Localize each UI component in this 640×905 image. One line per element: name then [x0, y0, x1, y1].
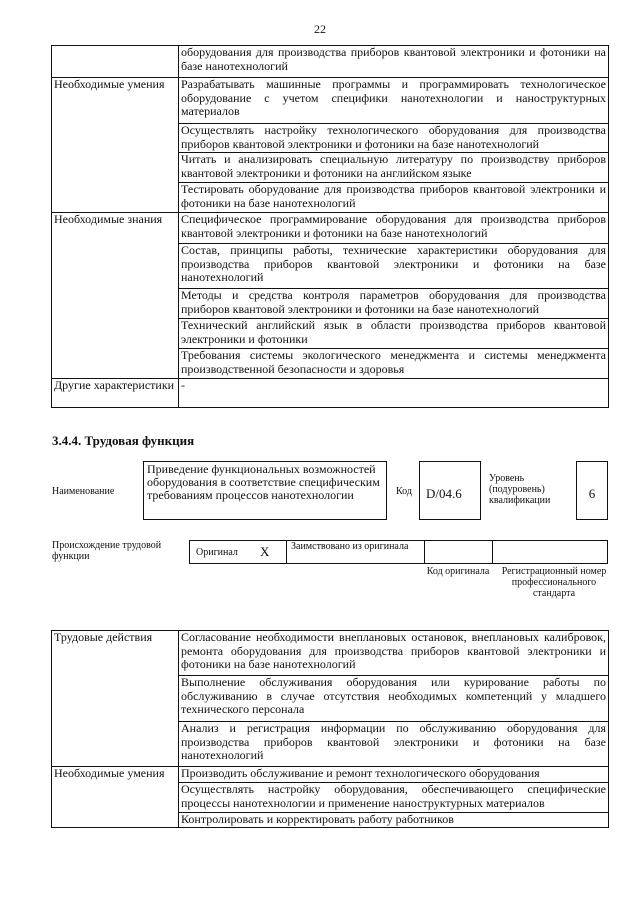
row-label: Трудовые действия [52, 631, 179, 767]
divider [492, 541, 493, 563]
labor-function-table [51, 630, 609, 828]
section-heading: 3.4.4. Трудовая функция [52, 433, 195, 448]
row-item: Осуществлять настройку оборудования, обеспечивающего специфические процессы нанотехнологии и применение наноструктурных материалов [179, 783, 609, 813]
row-item: Технический английский язык в области производства приборов квантовой электроники и фотоники [179, 319, 609, 349]
row-item: оборудования для производства приборов квантовой электроники и фотоники на базе нанотехнологий [179, 46, 609, 78]
page-number: 22 [314, 22, 326, 36]
row-label: Необходимые умения [52, 78, 179, 213]
origin-row [189, 540, 608, 564]
divider [286, 541, 287, 563]
level-label: Уровень (подуровень) квалификации [489, 473, 551, 506]
reg-number-caption: Регистрационный номер профессионального стандарта [501, 566, 607, 599]
row-item: Производить обслуживание и ремонт технологического оборудования [179, 767, 609, 783]
row-item: - [179, 379, 609, 408]
code-box [419, 461, 481, 520]
row-item: Осуществлять настройку технологического оборудования для производства приборов квантовой электроники и фотоники на базе нанотехнологий [179, 124, 609, 153]
original-label: Оригинал [196, 547, 238, 558]
function-name: Приведение функциональных возможностей оборудования в соответствие специфическим требованиям процессов нанотехнологии [147, 462, 380, 502]
row-label: Необходимые умения [52, 767, 179, 828]
row-item: Состав, принципы работы, технические характеристики оборудования для производства приборов квантовой электроники и фотоники на базе нанотехнологий [179, 244, 609, 289]
code-value: D/04.6 [426, 486, 462, 501]
row-label: Необходимые знания [52, 213, 179, 379]
level-box [576, 461, 608, 520]
row-item: Читать и анализировать специальную литературу по производству приборов квантовой электроники и фотоники на английском языке [179, 153, 609, 183]
row-item: Методы и средства контроля параметров оборудования для производства приборов квантовой электроники и фотоники на базе нанотехнологий [179, 289, 609, 319]
table-row [52, 78, 609, 124]
row-item: Согласование необходимости внеплановых остановок, внеплановых калибровок, ремонта оборудования для производства приборов квантовой электроники и фотоники на базе нанотехнологий [179, 631, 609, 676]
table-row [52, 213, 609, 244]
row-label: Другие характеристики [52, 379, 179, 408]
name-label: Наименование [52, 486, 115, 497]
divider [424, 541, 425, 563]
competency-table-continued [51, 45, 609, 408]
row-label [52, 46, 179, 78]
function-name-box [143, 461, 387, 520]
original-mark: X [260, 544, 270, 559]
code-original-caption: Код оригинала [426, 566, 490, 577]
table-row [52, 767, 609, 783]
row-item: Контролировать и корректировать работу работников [179, 813, 609, 828]
origin-label: Происхождение трудовой функции [52, 540, 162, 562]
table-row [52, 379, 609, 408]
level-value: 6 [588, 486, 596, 501]
row-item: Выполнение обслуживания оборудования или курирование работы по обслуживанию в случае отсутствия необходимых компетенций у младшего технического персонала [179, 676, 609, 722]
code-label: Код [396, 486, 412, 497]
row-item: Специфическое программирование оборудования для производства приборов квантовой электроники и фотоники на базе нанотехнологий [179, 213, 609, 244]
row-item: Анализ и регистрация информации по обслуживанию оборудования для производства приборов квантовой электроники и фотоники на базе нанотехнологий [179, 722, 609, 767]
row-item: Требования системы экологического менеджмента и системы менеджмента производственной безопасности и здоровья [179, 349, 609, 379]
row-item: Тестировать оборудование для производства приборов квантовой электроники и фотоники на базе нанотехнологий [179, 183, 609, 213]
row-item: Разрабатывать машинные программы и программировать технологическое оборудование с учетом специфики нанотехнологии и наноструктурных материалов [179, 78, 609, 124]
table-row [52, 631, 609, 676]
table-row [52, 46, 609, 78]
borrowed-label: Заимствовано из оригинала [291, 541, 409, 552]
